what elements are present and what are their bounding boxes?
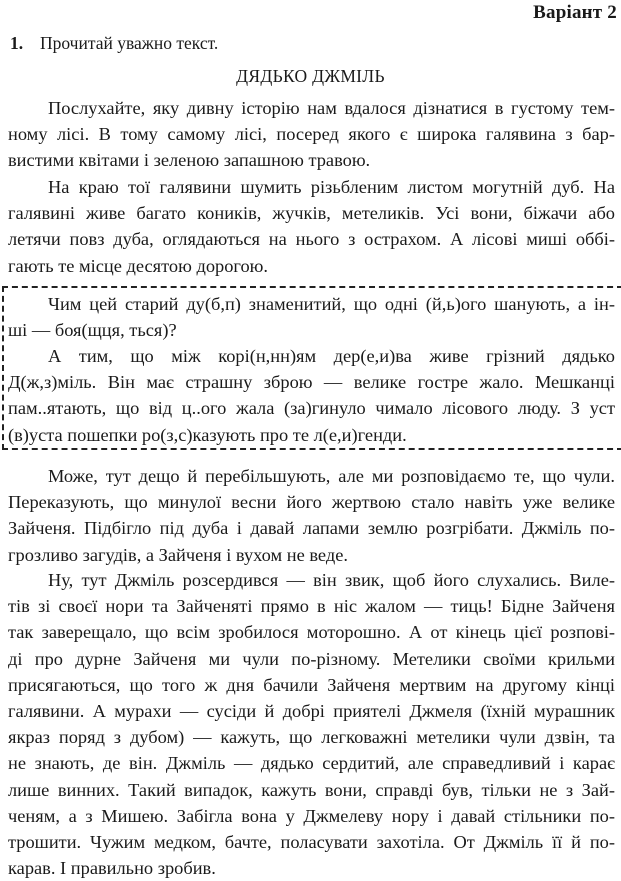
text-line: трошити. Чужим медком, бачте, поласувати захотіла. От Джміль її й по- — [8, 832, 615, 853]
variant-label: Варіант 2 — [533, 2, 617, 23]
text-line: летячи повз дуба, оглядаються на нього з острахом. А лісові миші оббі- — [8, 229, 615, 250]
text-line: не знають, де він. Джміль — дядько сердитий, але справедливий і карає — [8, 753, 615, 774]
text-line: ді про дурне Зайченя ми чули по-різному. Метелики своїми крильми — [8, 648, 615, 669]
task-text: Прочитай уважно текст. — [40, 33, 219, 53]
story-paragraph-4 — [8, 567, 615, 881]
text-line: Чим цей старий ду(б,п) знаменитий, що одні (й,ь)ого шанують, а ін- — [48, 294, 615, 314]
text-line: А тим, що між корі(н,нн)ям дер(е,и)ва живе грізний дядько — [48, 346, 615, 366]
text-line: ченям, а з Мишею. Забігла вона у Джмелеву нору і давай стільники по- — [8, 805, 615, 826]
text-line: галявині живе багато коників, жучків, метеликів. Усі вони, біжачи або — [8, 203, 615, 224]
story-paragraph-2 — [8, 174, 615, 279]
story-paragraph-3 — [8, 463, 615, 568]
boxed-paragraph-2 — [8, 343, 615, 448]
text-line: присягаються, що того ж дня бачили Зайченя мертвим на другому кінці — [8, 674, 615, 695]
text-line: Зайченя. Підбігло під дуба і давай лапами землю розгрібати. Джміль по- — [8, 518, 615, 539]
boxed-paragraph-1 — [8, 291, 615, 343]
story-paragraph-1 — [8, 95, 615, 174]
text-line: так заверещало, що всім зробилося моторошно. А от кінець цієї розпові- — [8, 622, 615, 643]
task-number: 1. — [10, 33, 24, 53]
text-line: (в)уста пошепки ро(з,с)казують про те л(е,и)генди. — [8, 424, 407, 445]
text-line: Переказують, що минулої весни його жертвою стало навіть уже велике — [8, 492, 615, 513]
text-line: На краю тої галявини шумить різьбленим листом могутній дуб. На — [48, 177, 615, 197]
text-line: лише винних. Такий випадок, кажуть вони, справді був, тільки не з Зай- — [8, 779, 615, 800]
text-line: гають те місце десятою дорогою. — [8, 255, 269, 276]
text-line: ші — боя(щця, ться)? — [8, 320, 177, 341]
text-line: карав. І правильно зробив. — [8, 858, 216, 879]
text-line: якраз поряд з дубом) — кажуть, що легковажні метелики чули дзвін, та — [8, 727, 615, 748]
text-line: Ну, тут Джміль розсердився — він звик, щоб його слухались. Виле- — [48, 570, 615, 590]
text-line: галявини. А мурахи — сусіди й добрі приятелі Джмеля (їхній мурашник — [8, 701, 615, 722]
text-line: ному лісі. В тому самому лісі, посеред якого є широка галявина з бар- — [8, 124, 615, 145]
text-line: Може, тут дещо й перебільшують, але ми розповідаємо те, що чули. — [48, 466, 615, 486]
task-instruction — [10, 33, 218, 54]
text-line: тів зі своєї нори та Зайченяті прямо в ніс жалом — тиць! Бідне Зайченя — [8, 596, 615, 617]
text-line: грозливо загудів, а Зайченя і вухом не веде. — [8, 544, 348, 565]
text-line: вистими квітами і зеленою запашною травою. — [8, 150, 371, 171]
text-line: Послухайте, яку дивну історію нам вдалося дізнатися в густому тем- — [48, 98, 615, 118]
text-line: Д(ж,з)міль. Він має страшну зброю — велике гостре жало. Мешканці — [8, 372, 615, 393]
text-line: пам..ятають, що від ц..ого жала (за)гинуло чимало лісового люду. З уст — [8, 398, 615, 419]
story-title: ДЯДЬКО ДЖМІЛЬ — [236, 66, 385, 86]
